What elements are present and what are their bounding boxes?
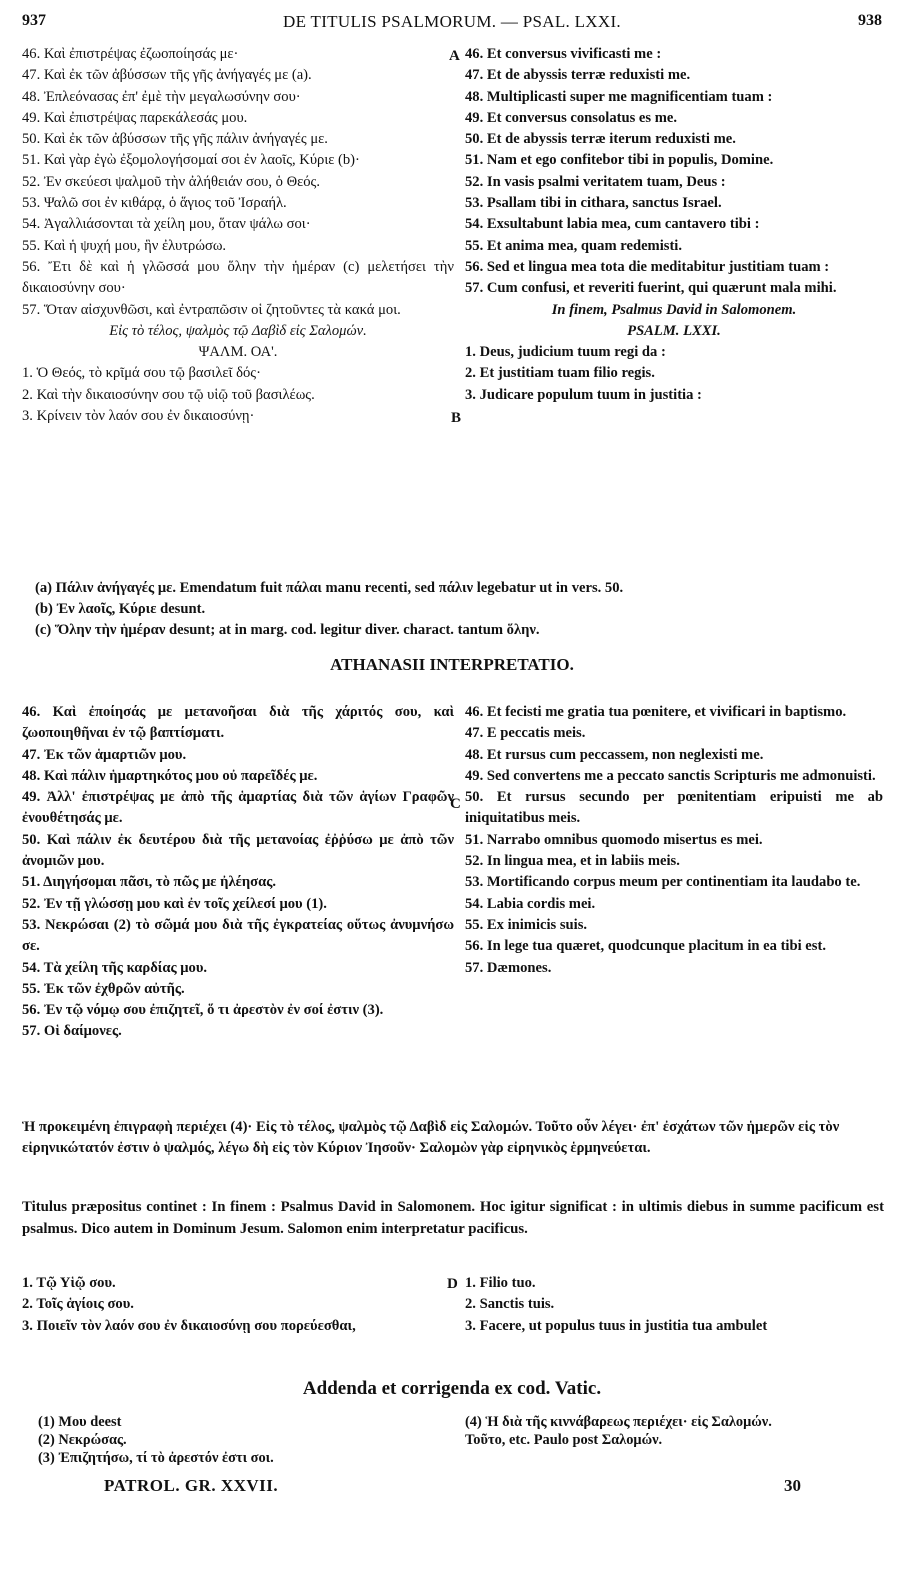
- psalm-title-greek: Εἰς τὸ τέλος, ψαλμὸς τῷ Δαβὶδ εἰς Σαλομών.: [109, 322, 367, 339]
- verse-latin: 49. Et conversus consolatus es me.: [465, 109, 678, 126]
- verse-greek: 57. Ὅταν αἰσχυνθῶσι, καὶ ἐντραπῶσιν οἱ ζητοῦντες τὰ κακά μοι.: [22, 301, 401, 318]
- verse-latin: 56. In lege tua quæret, quodcunque placitum in ea tibi est.: [465, 938, 826, 955]
- verse-greek: 57. Οἱ δαίμονες.: [22, 1023, 122, 1040]
- addenda-title: Addenda et corrigenda ex cod. Vatic.: [302, 1378, 602, 1399]
- verse-latin: 1. Deus, judicium tuum regi da :: [465, 344, 666, 361]
- verse-greek: 51. Διηγήσομαι πᾶσι, τὸ πῶς με ἠλέησας.: [22, 874, 277, 891]
- verse-latin: 53. Psallam tibi in cithara, sanctus Israel.: [465, 195, 722, 212]
- verse-latin: 2. Et justitiam tuam filio regis.: [465, 365, 655, 382]
- verse-latin: 3. Judicare populum tuum in justitia :: [465, 386, 702, 403]
- verse-greek: 50. Καὶ πάλιν ἐκ δευτέρου διὰ τῆς μετανοίας ἐῤῥύσω με ἀπὸ τῶν ἀνομιῶν μου.: [22, 831, 454, 870]
- margin-marker-d: D: [447, 1276, 458, 1292]
- verse-latin: 48. Et rursus cum peccassem, non neglexisti me.: [465, 746, 764, 763]
- verse-greek: 47. Καὶ ἐκ τῶν ἀβύσσων τῆς γῆς ἀνήγαγές με (a).: [22, 67, 312, 84]
- footnote: (a) Πάλιν ἀνήγαγές με. Emendatum fuit πάλαι manu recenti, sed πάλιν legebatur ut in vers. 50.: [35, 580, 624, 596]
- verse-greek: 3. Ποιεῖν τὸν λαόν σου ἐν δικαιοσύνῃ σου πορεύεσθαι,: [22, 1317, 356, 1334]
- addenda-note: (4) Ἡ διὰ τῆς κιννάβαρεως περιέχει· εἰς Σαλομών.: [465, 1414, 772, 1430]
- verse-greek: 2. Τοῖς ἁγίοις σου.: [22, 1296, 134, 1313]
- footnotes: [35, 578, 885, 641]
- verse-greek: 49. Ἀλλ' ἐπιστρέψας με ἀπὸ τῆς ἁμαρτίας διὰ τῶν ἁγίων Γραφῶν ἐνουθέτησάς με.: [22, 789, 454, 827]
- verse-greek: 50. Καὶ ἐκ τῶν ἀβύσσων τῆς γῆς πάλιν ἀνήγαγές με.: [22, 131, 328, 148]
- verse-latin: 55. Et anima mea, quam redemisti.: [465, 237, 683, 254]
- verse-latin: 50. Et rursus secundo per pœnitentiam eripuisti me ab iniquitatibus meis.: [465, 789, 883, 827]
- page-number-left: 937: [22, 12, 46, 29]
- verse-greek: 56. Ἐν τῷ νόμῳ σου ἐπιζητεῖ, ὅ τι ἀρεστὸν ἐν σοί ἐστιν (3).: [22, 1002, 384, 1019]
- verse-greek: 54. Τὰ χείλη τῆς καρδίας μου.: [22, 959, 208, 976]
- margin-marker-a: A: [449, 48, 460, 64]
- verse-greek: 54. Ἀγαλλιάσονται τὰ χείλη μου, ὅταν ψάλω σοι·: [22, 216, 311, 233]
- verse-greek: 53. Νεκρώσαι (2) τὸ σῶμά μου διὰ τῆς ἐγκρατείας οὕτως ἀνυμνήσω σε.: [22, 916, 454, 955]
- verse-latin: 54. Labia cordis mei.: [465, 895, 596, 912]
- verse-latin: 53. Mortificando corpus meum per continentiam ita laudabo te.: [465, 874, 861, 891]
- margin-marker-c: C: [450, 796, 461, 812]
- verse-latin: 52. In lingua mea, et in labiis meis.: [465, 853, 680, 870]
- verse-latin: 56. Sed et lingua mea tota die meditabitur justitiam tuam :: [465, 258, 830, 275]
- section-title: ATHANASII INTERPRETATIO.: [330, 655, 574, 674]
- verse-greek: 3. Κρίνειν τὸν λαόν σου ἐν δικαιοσύνῃ·: [22, 408, 255, 425]
- psalm-number-greek: ΨΑΛΜ. ΟΑ'.: [198, 344, 278, 361]
- addenda-note: (2) Νεκρώσας.: [38, 1432, 127, 1448]
- verse-latin: 2. Sanctis tuis.: [465, 1296, 555, 1313]
- addenda-note: (3) Ἐπιζητήσω, τί τὸ ἀρεστόν ἐστι σοι.: [38, 1450, 274, 1466]
- gathering-number: 30: [784, 1476, 801, 1495]
- running-title: DE TITULIS PSALMORUM. — PSAL. LXXI.: [283, 12, 621, 31]
- footnote: (c) Ὅλην τὴν ἡμέραν desunt; at in marg. cod. legitur diver. charact. tantum ὅλην.: [35, 622, 540, 638]
- interpretation-latin-column: [465, 702, 883, 979]
- title-commentary-latin: Titulus præpositus continet : In finem : Psalmus David in Salomonem. Hoc igitur significat : in ultimis diebus in summe pacificum est psalmus. Dico autem in Dominum Jesum. Salomon enim interpretatur pacificus.: [22, 1199, 884, 1237]
- verse-greek: 46. Καὶ ἐπιστρέψας ἐζωοποίησάς με·: [22, 46, 239, 62]
- verse-latin: 48. Multiplicasti super me magnificentiam tuam :: [465, 88, 773, 105]
- verse-latin: 57. Dæmones.: [465, 959, 552, 976]
- psalm-latin-column: [465, 44, 883, 406]
- verse-latin: 55. Ex inimicis suis.: [465, 916, 588, 933]
- verse-latin: 47. Et de abyssis terræ reduxisti me.: [465, 67, 691, 84]
- addenda-notes-right: [465, 1413, 885, 1449]
- verse-greek: 52. Ἐν τῇ γλώσσῃ μου καὶ ἐν τοῖς χείλεσί μου (1).: [22, 895, 327, 912]
- verse-latin: 51. Narrabo omnibus quomodo misertus es mei.: [465, 831, 763, 848]
- page-header: [22, 12, 882, 36]
- verse-greek: 51. Καὶ γὰρ ἐγὼ ἐξομολογήσομαί σοι ἐν λαοῖς, Κύριε (b)·: [22, 152, 360, 169]
- verse-greek: 52. Ἐν σκεύεσι ψαλμοῦ τὴν ἀλήθειάν σου, ὁ Θεός.: [22, 173, 320, 190]
- verse-latin: 46. Et fecisti me gratia tua pœnitere, et vivificari in baptismo.: [465, 704, 847, 720]
- verse-greek: 48. Καὶ πάλιν ἡμαρτηκότος μου οὐ παρεῖδές με.: [22, 767, 318, 784]
- verse-latin: 57. Cum confusi, et reveriti fuerint, qui quærunt mala mihi.: [465, 280, 837, 297]
- page-number-right: 938: [858, 12, 882, 29]
- closing-latin-column: [465, 1273, 883, 1337]
- psalm-title-latin: In finem, Psalmus David in Salomonem.: [551, 301, 797, 318]
- verse-greek: 47. Ἐκ τῶν ἁμαρτιῶν μου.: [22, 746, 187, 763]
- verse-latin: 3. Facere, ut populus tuus in justitia tua ambulet: [465, 1317, 768, 1334]
- verse-greek: 1. Ὁ Θεός, τὸ κρῖμά σου τῷ βασιλεῖ δός·: [22, 365, 261, 382]
- series-signature: PATROL. GR. XXVII.: [104, 1476, 279, 1495]
- verse-latin: 49. Sed convertens me a peccato sanctis Scripturis me admonuisti.: [465, 767, 876, 784]
- verse-latin: 51. Nam et ego confitebor tibi in populis, Domine.: [465, 152, 774, 169]
- addenda-note: (1) Μου deest: [38, 1414, 122, 1430]
- verse-latin: 50. Et de abyssis terræ iterum reduxisti me.: [465, 131, 736, 148]
- closing-greek-column: [22, 1273, 454, 1337]
- addenda-notes-left: [38, 1413, 458, 1467]
- verse-latin: 54. Exsultabunt labia mea, cum cantavero tibi :: [465, 216, 760, 233]
- verse-greek: 49. Καὶ ἐπιστρέψας παρεκάλεσάς μου.: [22, 109, 248, 126]
- verse-greek: 55. Καὶ ἡ ψυχή μου, ἣν ἐλυτρώσω.: [22, 237, 227, 254]
- title-commentary-greek: Ἡ προκειμένη ἐπιγραφὴ περιέχει (4)· Εἰς τὸ τέλος, ψαλμὸς τῷ Δαβὶδ εἰς Σαλομών. Τοῦτο οὖν λέγει· ἐπ' ἐσχάτων τῶν ἡμερῶν εἰς τὸν εἰρηνικώτατόν ἐστιν ὁ ψαλμός, λέγω δὴ εἰς τὸν Κύριον Ἰησοῦν· Σαλομὼν γὰρ εἰρηνικὸς ἑρμηνεύεται.: [22, 1119, 840, 1156]
- verse-greek: 2. Καὶ τὴν δικαιοσύνην σου τῷ υἱῷ τοῦ βασιλέως.: [22, 386, 315, 403]
- verse-latin: 46. Et conversus vivificasti me :: [465, 46, 662, 62]
- verse-greek: 55. Ἐκ τῶν ἐχθρῶν αὐτῆς.: [22, 980, 185, 997]
- verse-latin: 52. In vasis psalmi veritatem tuam, Deus :: [465, 173, 726, 190]
- verse-greek: 56. Ἔτι δὲ καὶ ἡ γλῶσσά μου ὅλην τὴν ἡμέραν (c) μελετήσει τὴν δικαιοσύνην σου·: [22, 258, 454, 297]
- addenda-note: Τοῦτο, etc. Paulo post Σαλομών.: [465, 1432, 663, 1448]
- verse-greek: 46. Καὶ ἐποίησάς με μετανοῆσαι διὰ τῆς χάριτός σου, καὶ ζωοποιηθῆναι ἐν τῷ βαπτίσματι.: [22, 704, 454, 742]
- psalm-greek-column: [22, 44, 454, 427]
- psalm-number-latin: PSALM. LXXI.: [627, 322, 721, 339]
- verse-latin: 1. Filio tuo.: [465, 1275, 536, 1291]
- footnote: (b) Ἐν λαοῖς, Κύριε desunt.: [35, 601, 206, 617]
- verse-latin: 47. E peccatis meis.: [465, 725, 586, 742]
- verse-greek: 48. Ἐπλεόνασας ἐπ' ἐμὲ τὴν μεγαλωσύνην σου·: [22, 88, 301, 105]
- verse-greek: 1. Τῷ Υἱῷ σου.: [22, 1275, 116, 1291]
- verse-greek: 53. Ψαλῶ σοι ἐν κιθάρᾳ, ὁ ἅγιος τοῦ Ἰσραήλ.: [22, 195, 287, 212]
- interpretation-greek-column: [22, 702, 454, 1043]
- margin-marker-b: B: [451, 410, 462, 426]
